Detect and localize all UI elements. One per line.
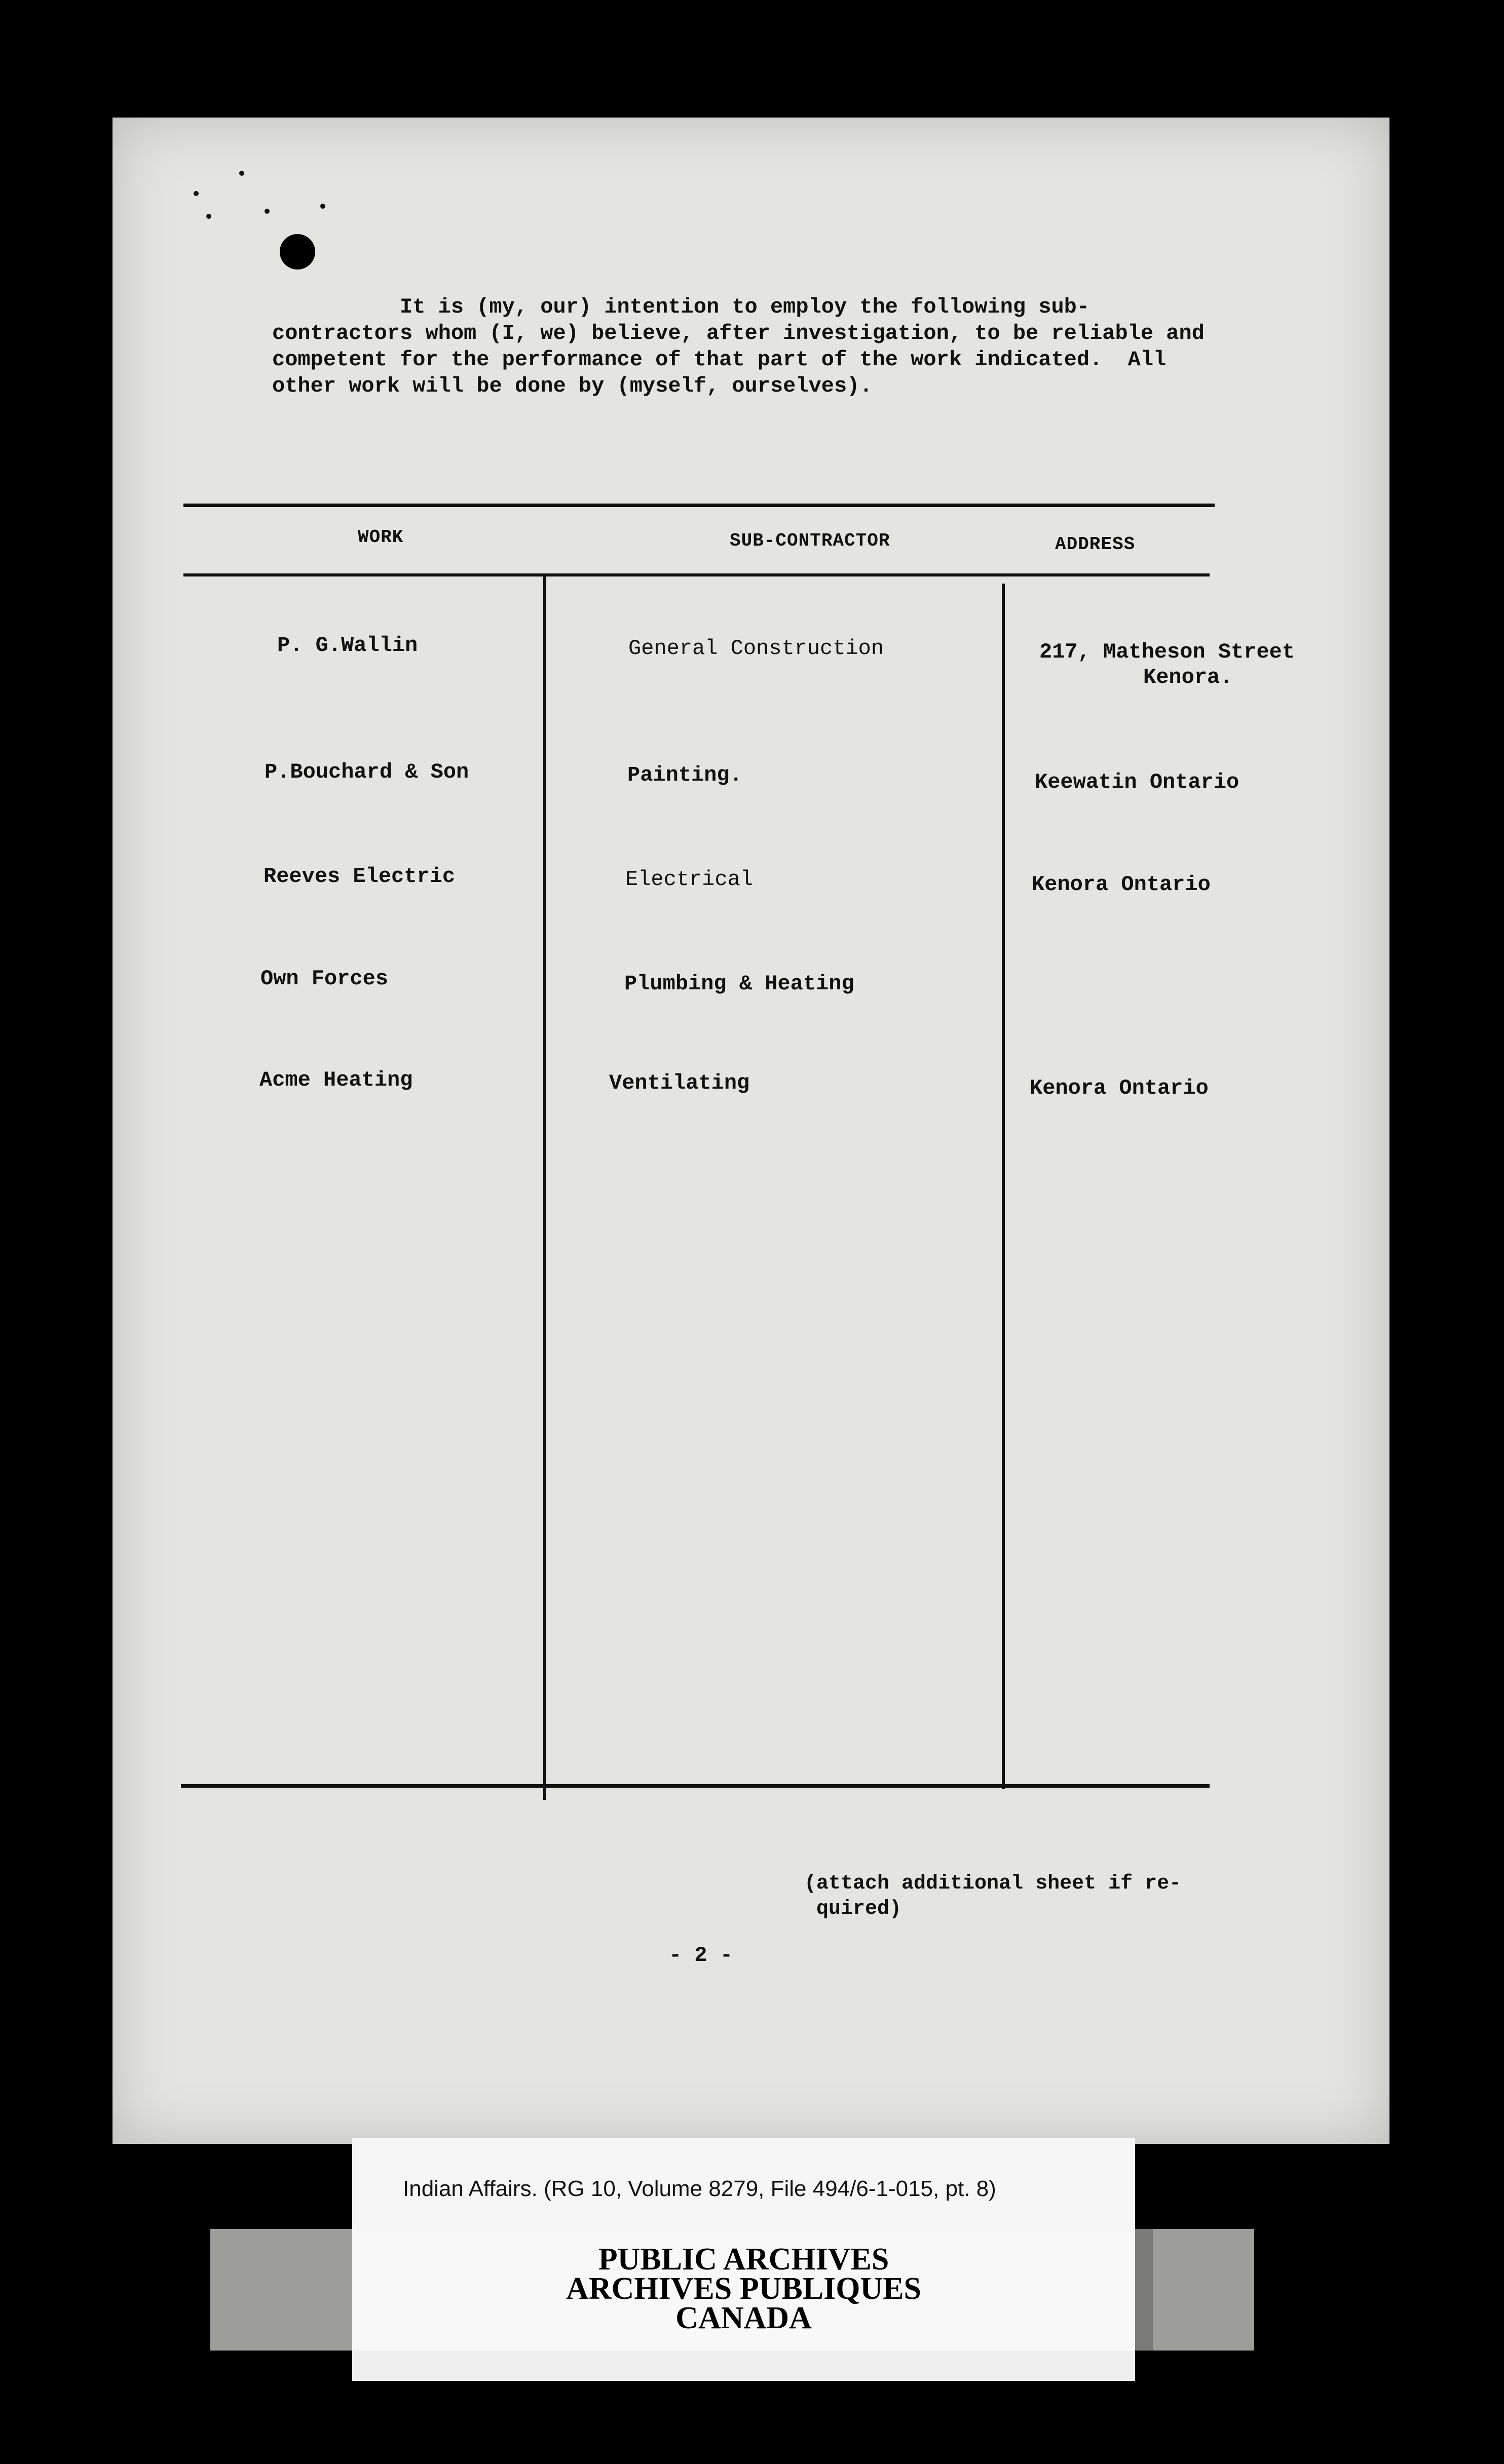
header-subcontractor: SUB-CONTRACTOR [730, 530, 890, 551]
archives-stamp [352, 2229, 1135, 2351]
citation-text: Indian Affairs. (RG 10, Volume 8279, File 494/6-1-015, pt. 8) [403, 2176, 996, 2201]
bottom-strip [352, 2351, 1135, 2381]
speck [320, 204, 325, 209]
work-cell: Own Forces [260, 967, 389, 991]
address-cell: Kenora Ontario [1032, 872, 1211, 897]
subcontractor-cell: Ventilating [609, 1071, 750, 1095]
address-line-1: 217, Matheson Street [1039, 640, 1295, 664]
holder-left [210, 2229, 352, 2351]
speck [206, 214, 211, 219]
stamp-line-2: ARCHIVES PUBLIQUES [566, 2272, 922, 2306]
speck [239, 171, 244, 176]
header-work: WORK [358, 527, 404, 548]
column-divider-1 [543, 576, 546, 1800]
work-cell: Reeves Electric [264, 864, 456, 889]
stamp-line-3: CANADA [675, 2301, 812, 2335]
table-top-rule [183, 504, 1215, 507]
speck [194, 191, 199, 196]
citation-label [352, 2138, 1135, 2229]
work-cell: P.Bouchard & Son [265, 760, 469, 784]
attach-note: (attach additional sheet if re- quired) [804, 1872, 1182, 1920]
subcontractor-cell: Painting. [627, 763, 742, 787]
subcontractor-cell: Electrical [625, 867, 754, 892]
address-line-2: Kenora. [1143, 665, 1233, 689]
holder-right [1153, 2229, 1254, 2351]
speck [265, 209, 270, 214]
work-cell: Acme Heating [259, 1068, 413, 1092]
stamp-line-1: PUBLIC ARCHIVES [598, 2242, 889, 2277]
address-cell: Keewatin Ontario [1035, 770, 1239, 794]
header-bottom-rule [183, 573, 1210, 576]
subcontractor-cell: Plumbing & Heating [624, 972, 854, 996]
punch-hole [280, 234, 315, 270]
address-cell: Kenora Ontario [1030, 1076, 1209, 1100]
column-divider-2 [1002, 584, 1005, 1789]
header-address: ADDRESS [1055, 534, 1136, 555]
intro-paragraph: It is (my, our) intention to employ the following sub- contractors whom (I, we) believe, after investigation, to be reliable and competent for the performance of that part of the work indicated. All other work will be done by (myself, ourselves). [272, 295, 1205, 398]
subcontractor-cell: General Construction [628, 636, 884, 661]
document-page [112, 118, 1389, 2144]
page-number: - 2 - [669, 1943, 733, 1968]
table-bottom-rule [181, 1784, 1210, 1788]
address-cell [1039, 639, 1295, 690]
work-cell: P. G.Wallin [277, 633, 418, 658]
